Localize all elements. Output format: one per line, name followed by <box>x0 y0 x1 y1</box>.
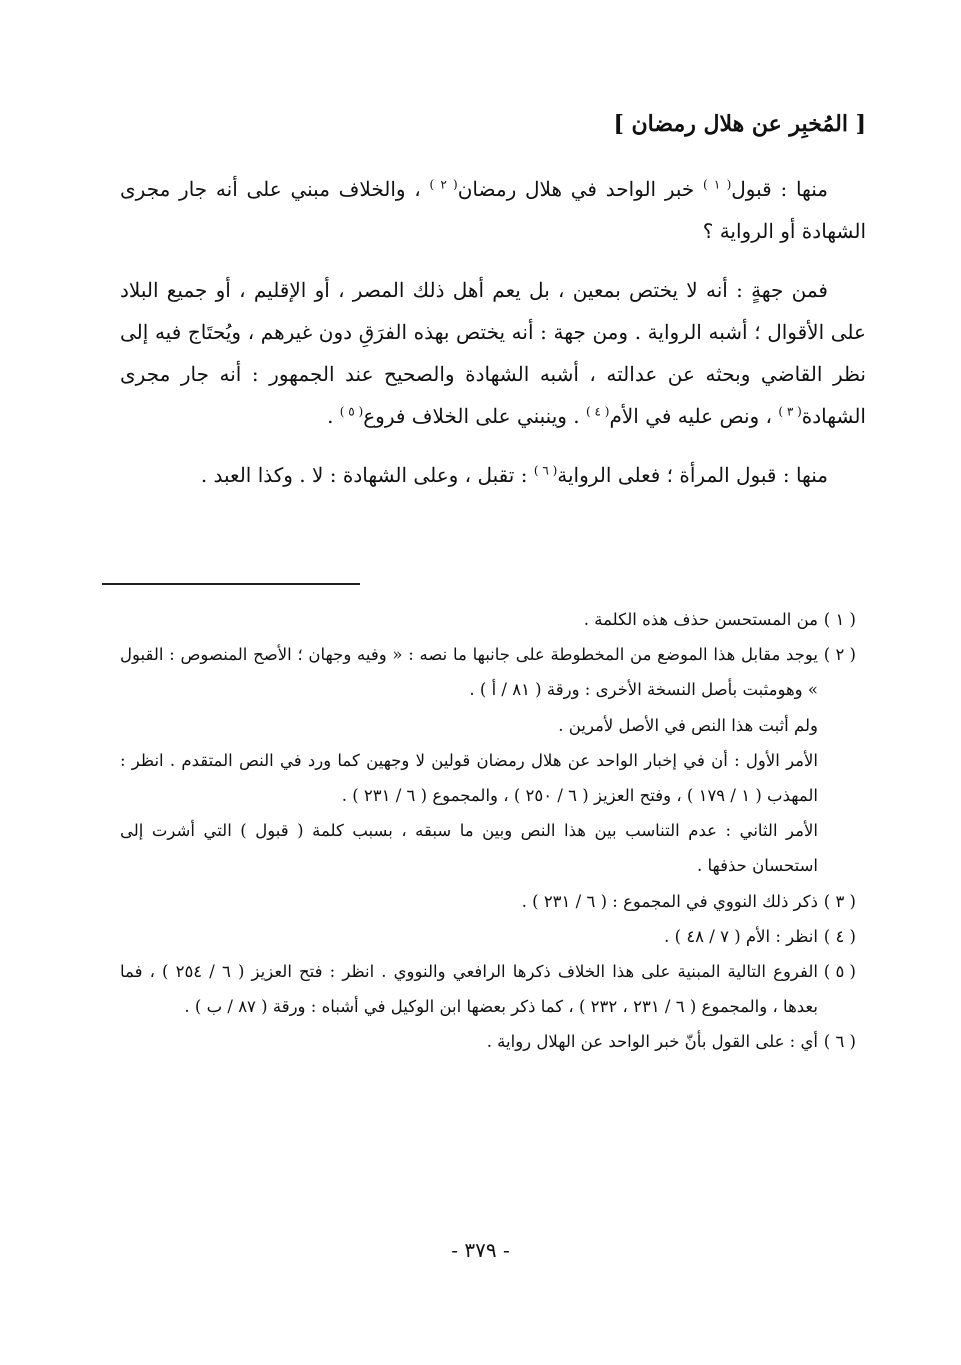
paragraph-1 <box>120 168 866 252</box>
paragraph-2 <box>120 269 866 437</box>
footnote-2 <box>120 637 856 883</box>
section-heading: [ المُخبِر عن هلال رمضان ] <box>613 111 866 137</box>
footnote-body <box>120 637 818 883</box>
paragraph-text: خبر الواحد في هلال رمضان <box>457 177 704 201</box>
footnote-4 <box>120 919 856 954</box>
footnote-number: ( ١ ) <box>823 610 856 629</box>
footnote-text: الأمر الأول : أن في إخبار الواحد عن هلال رمضان قولين لا وجهين كما ورد في النص المتقدم . انظر : المهذب ( ١ / ١٧٩ ) ، وفتح العزيز ( ٦ / ٢٥٠ ) ، والمجموع ( ٦ / ٢٣١ ) . <box>120 750 818 806</box>
footnote-ref: ( ٣ ) <box>778 404 802 419</box>
paragraph-text: . وينبني على الخلاف فروع <box>363 404 587 428</box>
footnote-body <box>120 884 818 919</box>
footnote-number: ( ٥ ) <box>823 962 856 982</box>
footnote-body <box>120 919 818 954</box>
footnote-text: ذكر ذلك النووي في المجموع : ( ٦ / ٢٣١ ) . <box>521 891 818 911</box>
paragraph-text: ، ونص عليه في الأم <box>609 404 779 428</box>
paragraph-text: : تقبل ، وعلى الشهادة : لا . وكذا العبد . <box>200 463 534 487</box>
footnote-ref: ( ٢ ) <box>429 177 458 192</box>
main-text <box>120 168 866 513</box>
paragraph-3 <box>120 454 866 496</box>
paragraph-text: منها : قبول <box>731 177 829 201</box>
paragraph-text: منها : قبول المرأة ؛ فعلى الرواية <box>557 463 828 487</box>
footnote-6 <box>120 1024 856 1059</box>
footnotes <box>120 602 856 1060</box>
footnote-ref: ( ٦ ) <box>533 463 558 478</box>
footnote-text: الأمر الثاني : عدم التناسب بين هذا النص وبين ما سبقه ، بسبب كلمة ( قبول ) التي أشرت إلى استحسان حذفها . <box>120 821 818 876</box>
paragraph-text: . <box>327 404 340 428</box>
footnote-number: ( ٤ ) <box>823 926 856 946</box>
footnote-number: ( ٣ ) <box>823 891 856 911</box>
page-number: - ٣٧٩ - <box>451 1238 510 1262</box>
footnote-text: أي : على القول بأنّ خبر الواحد عن الهلال رواية . <box>486 1032 818 1052</box>
footnote-text: يوجد مقابل هذا الموضع من المخطوطة على جانبها ما نصه : « وفيه وجهان ؛ الأصح المنصوص : القبول » وهومثبت بأصل النسخة الأخرى : ورقة ( ٨١ / أ ) . <box>120 645 818 700</box>
footnote-body <box>120 954 818 1024</box>
footnote-ref: ( ٥ ) <box>339 404 364 419</box>
footnote-body <box>120 602 818 637</box>
footnote-body <box>120 1024 818 1059</box>
footnote-ref: ( ١ ) <box>703 177 732 192</box>
footnote-1 <box>120 602 856 637</box>
footnote-number: ( ٢ ) <box>823 645 856 665</box>
footnote-text: انظر : الأم ( ٧ / ٤٨ ) . <box>664 926 818 946</box>
footnote-ref: ( ٤ ) <box>586 404 610 419</box>
footnote-text: ولم أثبت هذا النص في الأصل لأمرين . <box>558 715 818 735</box>
footnote-3 <box>120 884 856 919</box>
footnote-number: ( ٦ ) <box>823 1032 856 1052</box>
paragraph-text: فمن جهةٍ : أنه لا يختص بمعين ، بل يعم أهل ذلك المصر ، أو الإقليم ، أو جميع البلاد على الأقوال ؛ أشبه الرواية . ومن جهة : أنه يختص بهذه الفرَقِ دون غيرهم ، ويُحتَاج فيه إلى نظر القاضي وبحثه عن عدالته ، أشبه الشهادة والصحيح عند الجمهور : أنه جار مجرى الشهادة <box>120 278 866 428</box>
footnote-5 <box>120 954 856 1024</box>
footnote-separator <box>102 583 360 585</box>
paragraph-text: ، والخلاف مبني على أنه جار مجرى الشهادة أو الرواية ؟ <box>120 177 866 243</box>
footnote-text: الفروع التالية المبنية على هذا الخلاف ذكرها الرافعي والنووي . انظر : فتح العزيز ( ٦ / ٢٥٤ ) ، فما بعدها ، والمجموع ( ٦ / ٢٣١ ، ٢٣٢ ) ، كما ذكر بعضها ابن الوكيل في أشباه : ورقة ( ٨٧ / ب ) . <box>120 962 818 1017</box>
footnote-text: من المستحسن حذف هذه الكلمة . <box>583 610 818 629</box>
